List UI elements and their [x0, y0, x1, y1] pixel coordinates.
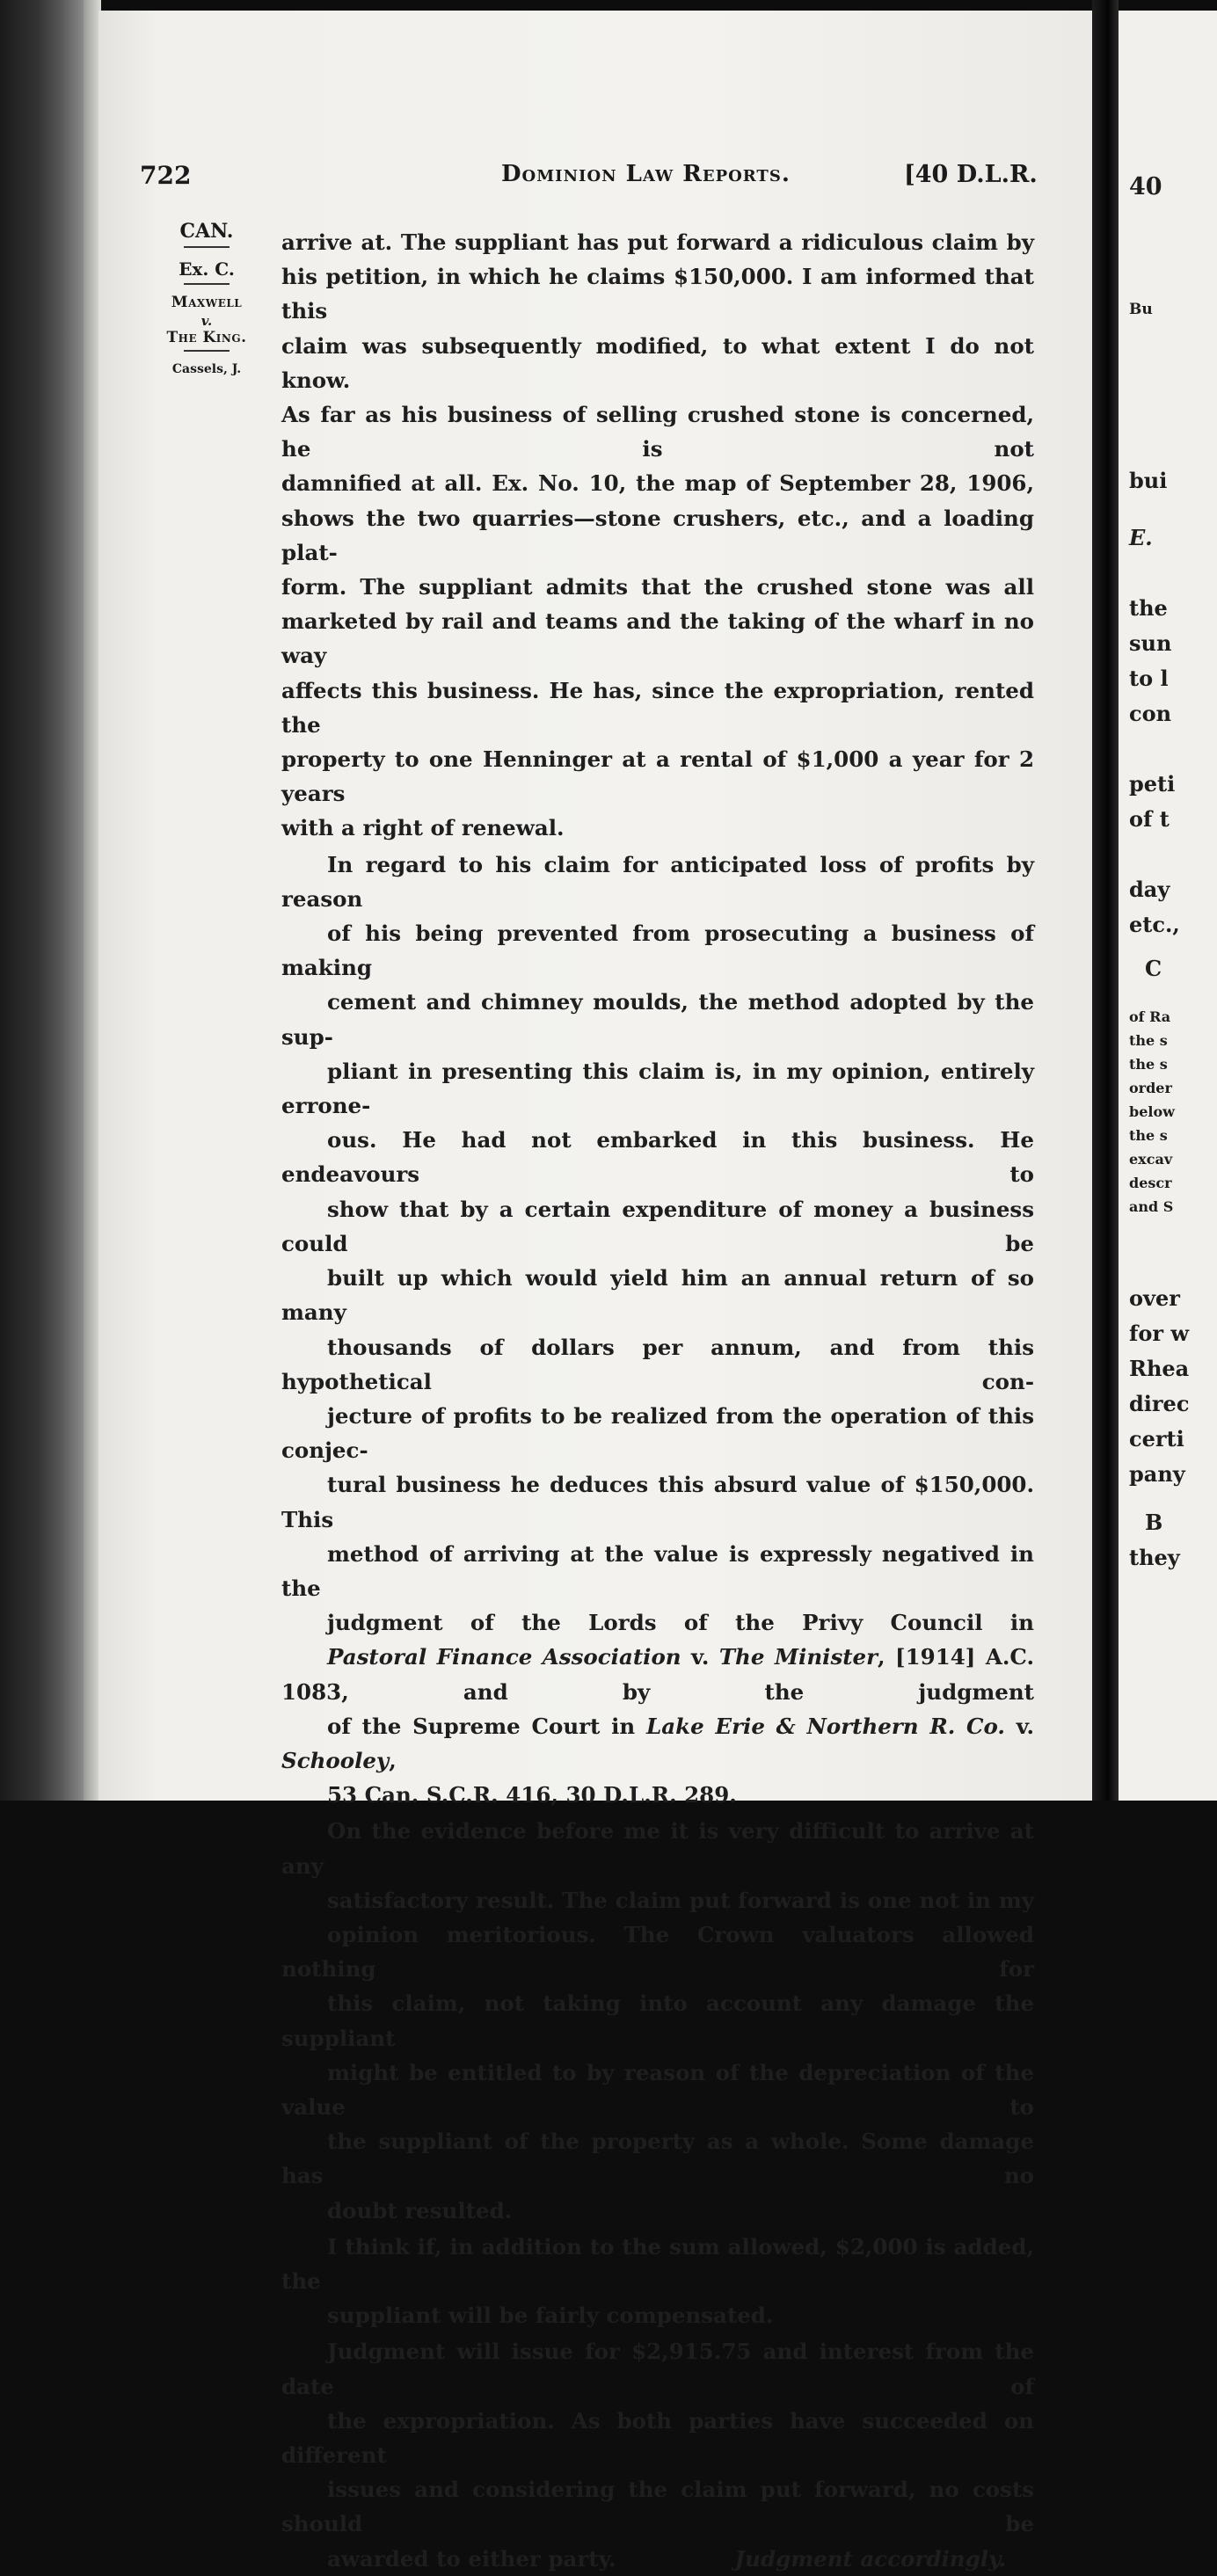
text-line: affects this business. He has, since the expropriation, rented the [281, 677, 1034, 738]
text-line: method of arriving at the value is expressly negatived in the [281, 1540, 1034, 1601]
court: Ex. C. [179, 258, 235, 280]
text-line: of the Supreme Court in Lake Erie & Northern R. Co. v. Schooley, [281, 1713, 1035, 1773]
paragraph-3 [281, 1814, 1034, 2227]
right-page-fragment [1119, 11, 1217, 1801]
text-line: jecture of profits to be realized from the operation of this conjec- [281, 1402, 1034, 1464]
right-page-line: C [1145, 956, 1162, 981]
text-line: his petition, in which he claims $150,000. I am informed that this [281, 264, 1034, 324]
right-page-line: the [1129, 595, 1168, 621]
volume-label: [40 D.L.R. [904, 161, 1038, 188]
right-page-line: E. [1129, 525, 1153, 550]
text-line: this claim, not taking into account any damage the suppliant [281, 1990, 1034, 2051]
text-line: built up which would yield him an annual return of so many [281, 1265, 1034, 1326]
right-page-line: direc [1129, 1391, 1190, 1416]
right-page-line: con [1129, 701, 1172, 726]
text-line: doubt resulted. [327, 2197, 513, 2223]
paragraph-5 [281, 2334, 1034, 2575]
text-line: opinion meritorious. The Crown valuators allowed nothing for [281, 1921, 1034, 1983]
text-line: In regard to his claim for anticipated loss of profits by reason [281, 851, 1034, 912]
right-page-footnote-line: and S [1129, 1198, 1174, 1215]
right-page-line: over [1129, 1285, 1180, 1311]
right-page-line: they [1129, 1545, 1180, 1570]
text-line: Pastoral Finance Association v. The Minister, [1914] A.C. 1083, and by the judgment [281, 1644, 1034, 1705]
text-line: judgment of the Lords of the Privy Council in [327, 1610, 1034, 1636]
right-page-footnote-line: the s [1129, 1127, 1168, 1144]
text-line: arrive at. The suppliant has put forward a ridiculous claim by [281, 229, 1034, 255]
text-line: show that by a certain expenditure of money a business could be [281, 1196, 1034, 1256]
text-line: pliant in presenting this claim is, in my opinion, entirely errone- [281, 1058, 1034, 1119]
text-line: issues and considering the claim put forward, no costs should be [281, 2477, 1034, 2537]
right-page-line: bui [1129, 468, 1168, 493]
right-page-line: Rhea [1129, 1356, 1190, 1381]
right-page-line: B [1145, 1510, 1163, 1535]
sidebar-rule [184, 350, 230, 352]
text-line: property to one Henninger at a rental of $1,000 a year for 2 years [281, 746, 1034, 807]
text-line: satisfactory result. The claim put forward is one not in my [327, 1887, 1034, 1913]
paragraph-2 [281, 848, 1034, 1813]
sidebar-rule [184, 283, 230, 285]
text-line: Judgment will issue for $2,915.75 and interest from the date of [281, 2339, 1034, 2399]
right-page-line: of t [1129, 806, 1170, 832]
right-page-footnote-line: excav [1129, 1151, 1173, 1168]
text-line: claim was subsequently modified, to what extent I do not know. [281, 332, 1034, 393]
right-page-line: pany [1129, 1461, 1185, 1487]
running-title: Dominion Law Reports. [501, 161, 791, 187]
text-line: form. The suppliant admits that the crushed stone was all [281, 574, 1034, 600]
party-two: The King. [166, 329, 247, 346]
versus: v. [200, 313, 213, 329]
right-page-footnote-line: order [1129, 1080, 1172, 1096]
paragraph-4 [281, 2230, 1034, 2333]
text-line: On the evidence before me it is very difficult to arrive at any [281, 1818, 1034, 1879]
text-line: suppliant will be fairly compensated. [327, 2303, 774, 2329]
text-line: 53 Can. S.C.R. 416, 30 D.L.R. 289. [327, 1782, 737, 1808]
closing-signature: Judgment accordingly. [734, 2545, 1006, 2572]
text-line: of his being prevented from prosecuting a business of making [281, 921, 1034, 981]
text-line: As far as his business of selling crushed stone is concerned, he is not [281, 402, 1034, 462]
right-page-line: sun [1129, 630, 1172, 656]
text-line: damnified at all. Ex. No. 10, the map of September 28, 1906, [281, 470, 1034, 497]
page-number: 722 [140, 161, 192, 190]
right-page-footnote-line: the s [1129, 1032, 1168, 1049]
text-line: might be entitled to by reason of the depreciation of the value to [281, 2059, 1034, 2120]
text-line: with a right of renewal. [281, 815, 565, 841]
book-binding [0, 0, 84, 1801]
judgment-text [281, 225, 1034, 2576]
text-line: the expropriation. As both parties have succeeded on different [281, 2407, 1034, 2468]
text-line: cement and chimney moulds, the method adopted by the sup- [281, 989, 1034, 1050]
right-page-line: Bu [1129, 301, 1153, 318]
right-page-line: certi [1129, 1426, 1184, 1452]
text-line: the suppliant of the property as a whole. Some damage has no [281, 2128, 1034, 2189]
right-page-footnote-line: the s [1129, 1056, 1168, 1073]
right-page-footnote-line: of Ra [1129, 1008, 1171, 1025]
text-line: thousands of dollars per annum, and from this hypothetical con- [281, 1334, 1034, 1394]
text-line: shows the two quarries—stone crushers, etc., and a loading plat- [281, 505, 1034, 565]
paragraph-1 [281, 225, 1034, 846]
text-line: awarded to either party. Judgment accordingly. [281, 2542, 1034, 2576]
right-page-footnote-line: descr [1129, 1175, 1172, 1191]
page-gutter [1092, 0, 1119, 1801]
party-one: Maxwell [171, 294, 243, 311]
text-line: tural business he deduces this absurd value of $150,000. This [281, 1472, 1034, 1532]
right-page-line: etc., [1129, 912, 1180, 937]
right-page-line: day [1129, 877, 1170, 902]
sidebar-rule [184, 246, 230, 248]
right-page-line: to l [1129, 666, 1169, 691]
right-page-line: for w [1129, 1321, 1189, 1346]
right-page-header: 40 [1129, 173, 1162, 200]
jurisdiction: CAN. [179, 220, 234, 243]
text-line: I think if, in addition to the sum allowed, $2,000 is added, the [281, 2233, 1034, 2294]
case-sidebar [145, 220, 268, 376]
text-line: ous. He had not embarked in this business. He endeavours to [281, 1127, 1034, 1188]
judge: Cassels, J. [171, 362, 242, 376]
right-page-footnote-line: below [1129, 1103, 1175, 1120]
text-line: marketed by rail and teams and the taking of the wharf in no way [281, 608, 1034, 669]
right-page-line: peti [1129, 771, 1176, 797]
